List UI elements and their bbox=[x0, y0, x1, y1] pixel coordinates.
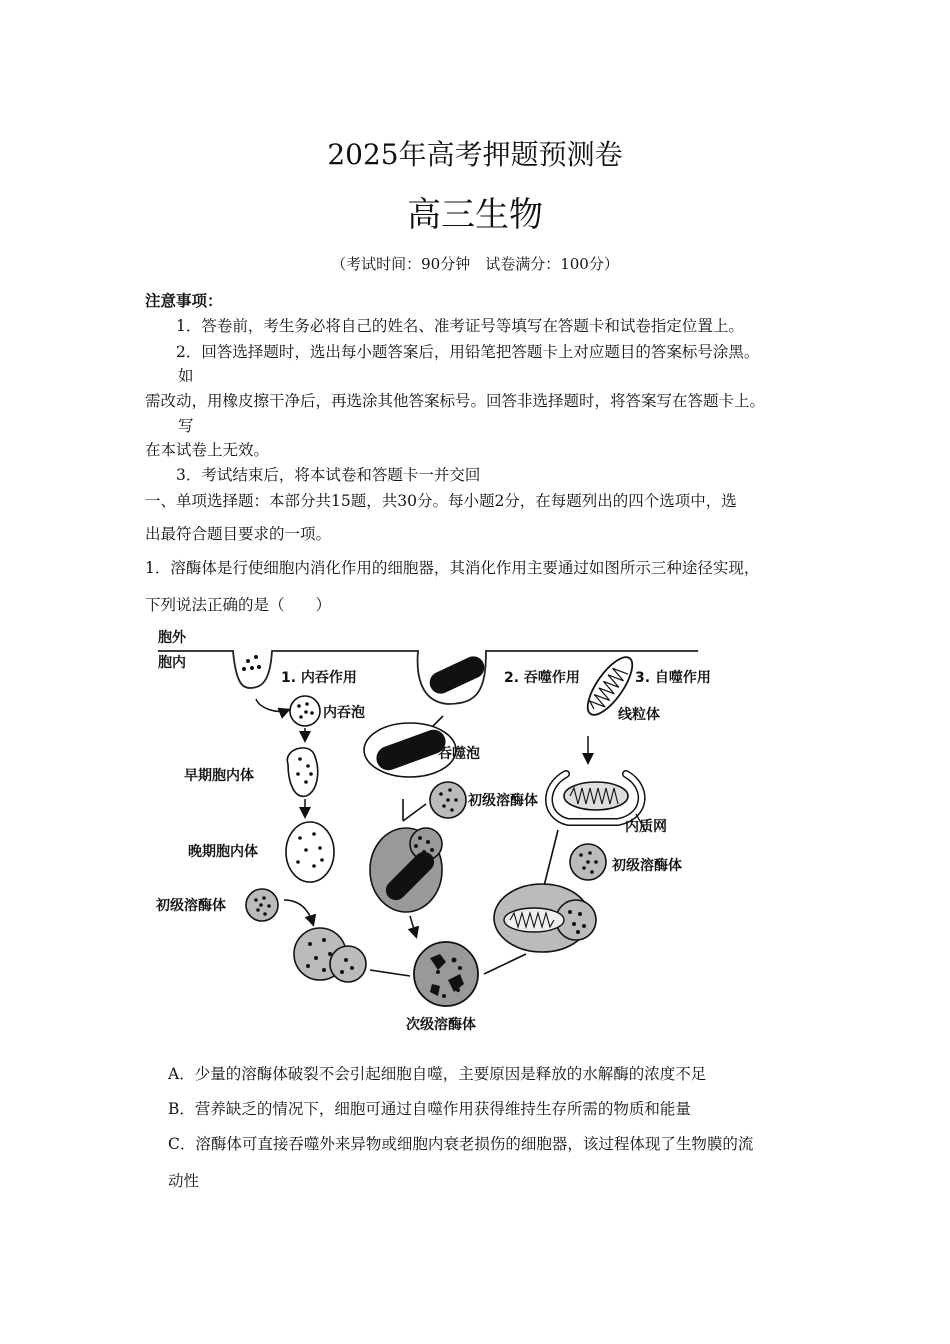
label-primary-lysosome-middle: 初级溶酶体 bbox=[468, 793, 538, 809]
endocytosis-particles bbox=[242, 655, 261, 671]
label-secondary-lysosome: 次级溶酶体 bbox=[406, 1017, 476, 1033]
label-primary-lysosome-left: 初级溶酶体 bbox=[156, 898, 226, 914]
label-late-endosome: 晚期胞内体 bbox=[188, 844, 258, 860]
label-mitochondrion: 线粒体 bbox=[618, 707, 660, 723]
label-pathway-3: 3. 自噬作用 bbox=[635, 670, 711, 686]
label-early-endosome: 早期胞内体 bbox=[184, 768, 254, 784]
note-item-2-line-3: 在本试卷上无效。 bbox=[145, 441, 270, 459]
notes-heading: 注意事项： bbox=[145, 291, 223, 310]
early-endosome bbox=[287, 748, 317, 796]
question-1-stem-line-1: 1．溶酶体是行使细胞内消化作用的细胞器，其消化作用主要通过如图所示三种途径实现， bbox=[145, 559, 760, 577]
note-item-1: 1．答卷前，考生务必将自己的姓名、准考证号等填写在答题卡和试卷指定位置上。 bbox=[176, 317, 744, 335]
option-b: B．营养缺乏的情况下，细胞可通过自噬作用获得维持生存所需的物质和能量 bbox=[168, 1100, 691, 1118]
question-1-stem-line-2: 下列说法正确的是（ ） bbox=[145, 596, 332, 614]
note-item-2-wrap-1: 如 bbox=[178, 367, 194, 385]
exam-info: （考试时间：90分钟 试卷满分：100分） bbox=[331, 255, 619, 273]
option-c-line-1: C．溶酶体可直接吞噬外来异物或细胞内衰老损伤的细胞器，该过程体现了生物膜的流 bbox=[168, 1135, 754, 1153]
label-er: 内质网 bbox=[625, 819, 667, 835]
option-a: A．少量的溶酶体破裂不会引起细胞自噬，主要原因是释放的水解酶的浓度不足 bbox=[168, 1065, 707, 1083]
subject-title: 高三生物 bbox=[407, 195, 543, 235]
label-pathway-2: 2. 吞噬作用 bbox=[504, 670, 580, 686]
note-item-3: 3．考试结束后，将本试卷和答题卡一并交回 bbox=[176, 466, 481, 484]
label-pathway-1: 1. 内吞作用 bbox=[281, 670, 357, 686]
section-heading-line-1: 一、单项选择题：本部分共15题，共30分。每小题2分，在每题列出的四个选项中，选 bbox=[145, 492, 737, 510]
label-primary-lysosome-right: 初级溶酶体 bbox=[612, 858, 682, 874]
label-phagosome: 吞噬泡 bbox=[438, 746, 480, 762]
option-c-line-2: 动性 bbox=[168, 1172, 200, 1190]
label-endocytic-vesicle: 内吞泡 bbox=[323, 705, 365, 721]
label-outside: 胞外 bbox=[158, 630, 186, 646]
section-heading-line-2: 出最符合题目要求的一项。 bbox=[145, 525, 332, 543]
lysosome-pathway-diagram bbox=[148, 624, 718, 1039]
late-endosome bbox=[286, 822, 334, 882]
secondary-lysosome bbox=[414, 942, 478, 1006]
exam-title: 2025年高考押题预测卷 bbox=[327, 138, 623, 171]
note-item-2-line-1: 2．回答选择题时，选出每小题答案后，用铅笔把答题卡上对应题目的答案标号涂黑。 bbox=[176, 343, 760, 361]
label-inside: 胞内 bbox=[158, 655, 186, 671]
note-item-2-wrap-2: 写 bbox=[178, 417, 194, 435]
note-item-2-line-2: 需改动，用橡皮擦干净后，再选涂其他答案标号。回答非选择题时，将答案写在答题卡上。 bbox=[145, 392, 766, 410]
